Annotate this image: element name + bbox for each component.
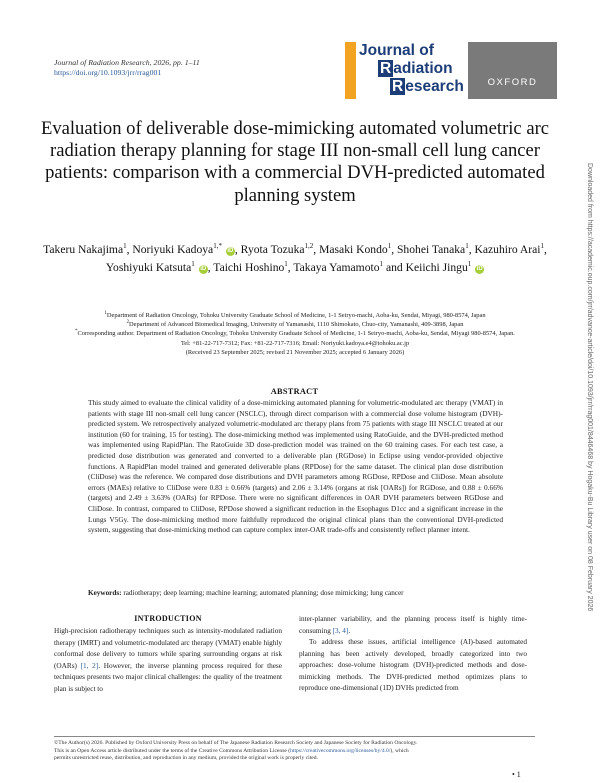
oxford-logo[interactable]: [468, 42, 557, 99]
download-note-text: Downloaded from https://academic.oup.com/jrr/advance-article/doi/10.1093/jrr/rrag001/8446468 by Hogaku-Bu Library user on 08 February 2026: [586, 163, 593, 612]
author-name[interactable]: Shohei Tanaka: [396, 243, 466, 256]
journal-logo[interactable]: [345, 42, 464, 99]
reuse-line: permits unrestricted reuse, distribution, and reproduction in any medium, provided the original work is properly cited.: [54, 755, 318, 762]
license-line: This is an Open Access article distributed under the terms of the Creative Commons Attribution License (https://creativecommons.org/licenses/by/4.0/), which: [54, 747, 409, 754]
author-affiliation-marker: 1: [540, 242, 544, 251]
author-list: Takeru Nakajima$^1$, Noriyuki Kadoya$^{1,*}$ iD , Ryota Tozuka$^{1,2}$, Masaki Kondo$^1$, Shohei Tanaka$^1$, Kazuhiro Arai$^1$, Yoshiyuki Katsuta$^1$ iD , Taichi Hoshino$^1$, Takaya Yamamoto$^1$ and Keiichi Jingu$^1$ iD: [43, 242, 547, 274]
author-affiliation-marker: 1: [467, 259, 472, 268]
corresponding-author: *Corresponding author. Department of Radiation Oncology, Tohoku University Graduate School of Medicine, 1-1 Seiryo-machi, Aoba-ku, Sendai, Miyagi 980-8574, Japan. Tel: +81-22-717-7312; Fax: +81-22-717-7316; Email: Noriyuki.kadoya.e4@tohoku.ac.jp: [75, 329, 515, 347]
affiliations: [70, 311, 520, 357]
oxford-wordmark: OXFORD: [487, 77, 538, 88]
author-name[interactable]: Takaya Yamamoto: [293, 260, 380, 274]
download-watermark: [586, 163, 600, 623]
journal-citation: Journal of Radiation Research, 2026, pp. 1–11: [54, 58, 200, 67]
author-affiliation-marker: 1: [284, 259, 288, 268]
author-affiliation-marker: 1,*: [213, 242, 222, 251]
author-name[interactable]: Masaki Kondo: [319, 243, 388, 256]
intro-paragraph-2: To address these issues, artificial intelligence (AI)-based automated planning has been actively developed, broadly categorized into two approaches: dose-volume histogram (DVH)-predicted methods and dose-mimicking methods. The DVH-predicted method optimizes plans to reproduce one-dimensional (1D) DVHs predicted from: [299, 638, 527, 692]
author-affiliation-marker: 1: [387, 242, 392, 251]
orcid-icon[interactable]: iD: [200, 265, 207, 272]
author-name[interactable]: Keiichi Jingu: [405, 260, 468, 274]
author-name[interactable]: Takeru Nakajima: [43, 243, 124, 256]
orcid-icon[interactable]: iD: [227, 248, 234, 254]
author-name[interactable]: Noriyuki Kadoya: [132, 243, 214, 256]
intro-paragraph-1-continued: inter-planner variability, and the planning process itself is highly time-consuming [3, 4].: [299, 615, 527, 635]
author-name[interactable]: Kazuhiro Arai: [474, 243, 541, 256]
abstract-text: This study aimed to evaluate the clinical validity of a dose-mimicking automated planning for volumetric-modulated arc therapy (VMAT) in patients with stage III non-small cell lung cancer (NSCLC), through direct comparison with a commercial dose volume histogram (DVH)-predicted system. We retrospectively analyzed volumetric-modulated arc therapy plans from 75 patients with stage III NSCLC treated at our institution (60 for training, 15 for testing). The dose-mimicking method was implemented using RatoGuide, and the DVH-predicted method was implemented using RapidPlan. The RatoGuide 3D dose-prediction model was trained on the 60 training cases. For each test case, a predicted dose distribution was generated and converted to a deliverable plan (RGDose) in Eclipse using vendor-provided objective functions. A RapidPlan model trained and generated deliverable plans (RPDose) for the same dataset. The clinical plan dose distribution (CliDose) was the reference. We compared dose distributions and DVH parameters among RGDose, RPDose and CliDose. Mean absolute errors (MAEs) relative to CliDose were 0.83 ± 0.66% (targets) and 2.06 ± 3.14% (organs at risk [OARs]) for RGDose, and 0.88 ± 0.66% (targets) and 2.49 ± 3.63% (OARs) for RPDose. There were no significant differences in OAR DVH parameters between RGDose and CliDose. In contrast, compared to CliDose, RPDose showed a significant reduction in the Esophagus D1cc and a significant increase in the Lungs V5Gy. The dose-mimicking method more faithfully reproduced the original clinical plans than the conventional DVH-predicted system, suggesting that dose-mimicking method can capture complex inter-OAR trade-offs and consistently reflect planner intent.: [88, 398, 503, 535]
article-title: Evaluation of deliverable dose-mimicking automated volumetric arc radiation therapy planning for stage III non-small cell lung cancer patients: comparison with a commercial DVH-predicted automated planning system: [40, 118, 550, 206]
license-footer: [54, 740, 535, 763]
doi-link[interactable]: https://doi.org/10.1093/jrr/rrag001: [54, 68, 162, 77]
page-number: • 1: [512, 770, 521, 779]
logo-line-2: [378, 61, 453, 77]
keywords-list: radiotherapy; deep learning; machine learning; automated planning; dose mimicking; lung cancer: [123, 589, 404, 597]
received-dates: (Received 23 September 2025; revised 21 November 2025; accepted 6 January 2026): [185, 348, 405, 356]
keywords: [88, 588, 503, 598]
intro-column-right: [299, 614, 527, 695]
logo-initial-r1: R: [380, 60, 392, 77]
keywords-label: Keywords:: [88, 589, 122, 597]
footer-divider: [54, 736, 535, 737]
license-link[interactable]: https://creativecommons.org/licenses/by/4.0/: [290, 747, 391, 754]
logo-line-3: [390, 79, 464, 95]
author-affiliation-marker: 1: [191, 259, 195, 268]
introduction-heading: INTRODUCTION: [134, 614, 202, 623]
logo-initial-r2: R: [392, 78, 404, 95]
orcid-icon[interactable]: iD: [476, 265, 483, 272]
copyright-line: ©The Author(s) 2026. Published by Oxford University Press on behalf of The Japanese Radiation Research Society and Japanese Society for Radiation Oncology.: [54, 740, 418, 746]
author-affiliation-marker: 1,2: [304, 242, 314, 251]
logo-accent-bar: [345, 42, 356, 99]
abstract-heading: ABSTRACT: [270, 387, 319, 396]
author-name[interactable]: Ryota Tozuka: [240, 243, 305, 256]
intro-paragraph-1: High-precision radiotherapy techniques such as intensity-modulated radiation therapy (IMRT) and volumetric-modulated arc therapy (VMAT) enable highly conformal dose delivery to tumors while sparing surrounding organs at risk (OARs) [1, 2]. However, the inverse planning process required for these techniques presents two major clinical challenges: the quality of the treatment plan is subject to: [54, 627, 282, 693]
citation-link[interactable]: [3, 4]: [332, 626, 349, 635]
affiliation-2: $^2$Department of Advanced Biomedical Imaging, University of Yamanashi, 1110 Shimokato, Chuo-city, Yamanashi, 409-3898, Japan: [126, 320, 464, 329]
author-affiliation-marker: 1: [123, 242, 127, 251]
logo-word-adiation: adiation: [393, 60, 453, 77]
author-affiliation-marker: 1: [379, 259, 384, 268]
author-joiner: and: [385, 260, 403, 274]
citation-link[interactable]: [1, 2]: [80, 661, 99, 670]
author-affiliation-marker: 1: [465, 242, 469, 251]
author-name[interactable]: Yoshiyuki Katsuta: [105, 260, 192, 274]
affiliation-1: $^1$Department of Radiation Oncology, Tohoku University Graduate School of Medicine, 1-1 Seiryo-machi, Aoba-ku, Sendai, Miyagi, 980-8574, Japan: [104, 310, 486, 319]
logo-word-esearch: esearch: [405, 78, 464, 95]
intro-column-left: [54, 626, 282, 695]
author-name[interactable]: Taichi Hoshino: [213, 260, 285, 274]
journal-reference: [54, 58, 200, 78]
logo-line-1: Journal of: [359, 42, 434, 59]
